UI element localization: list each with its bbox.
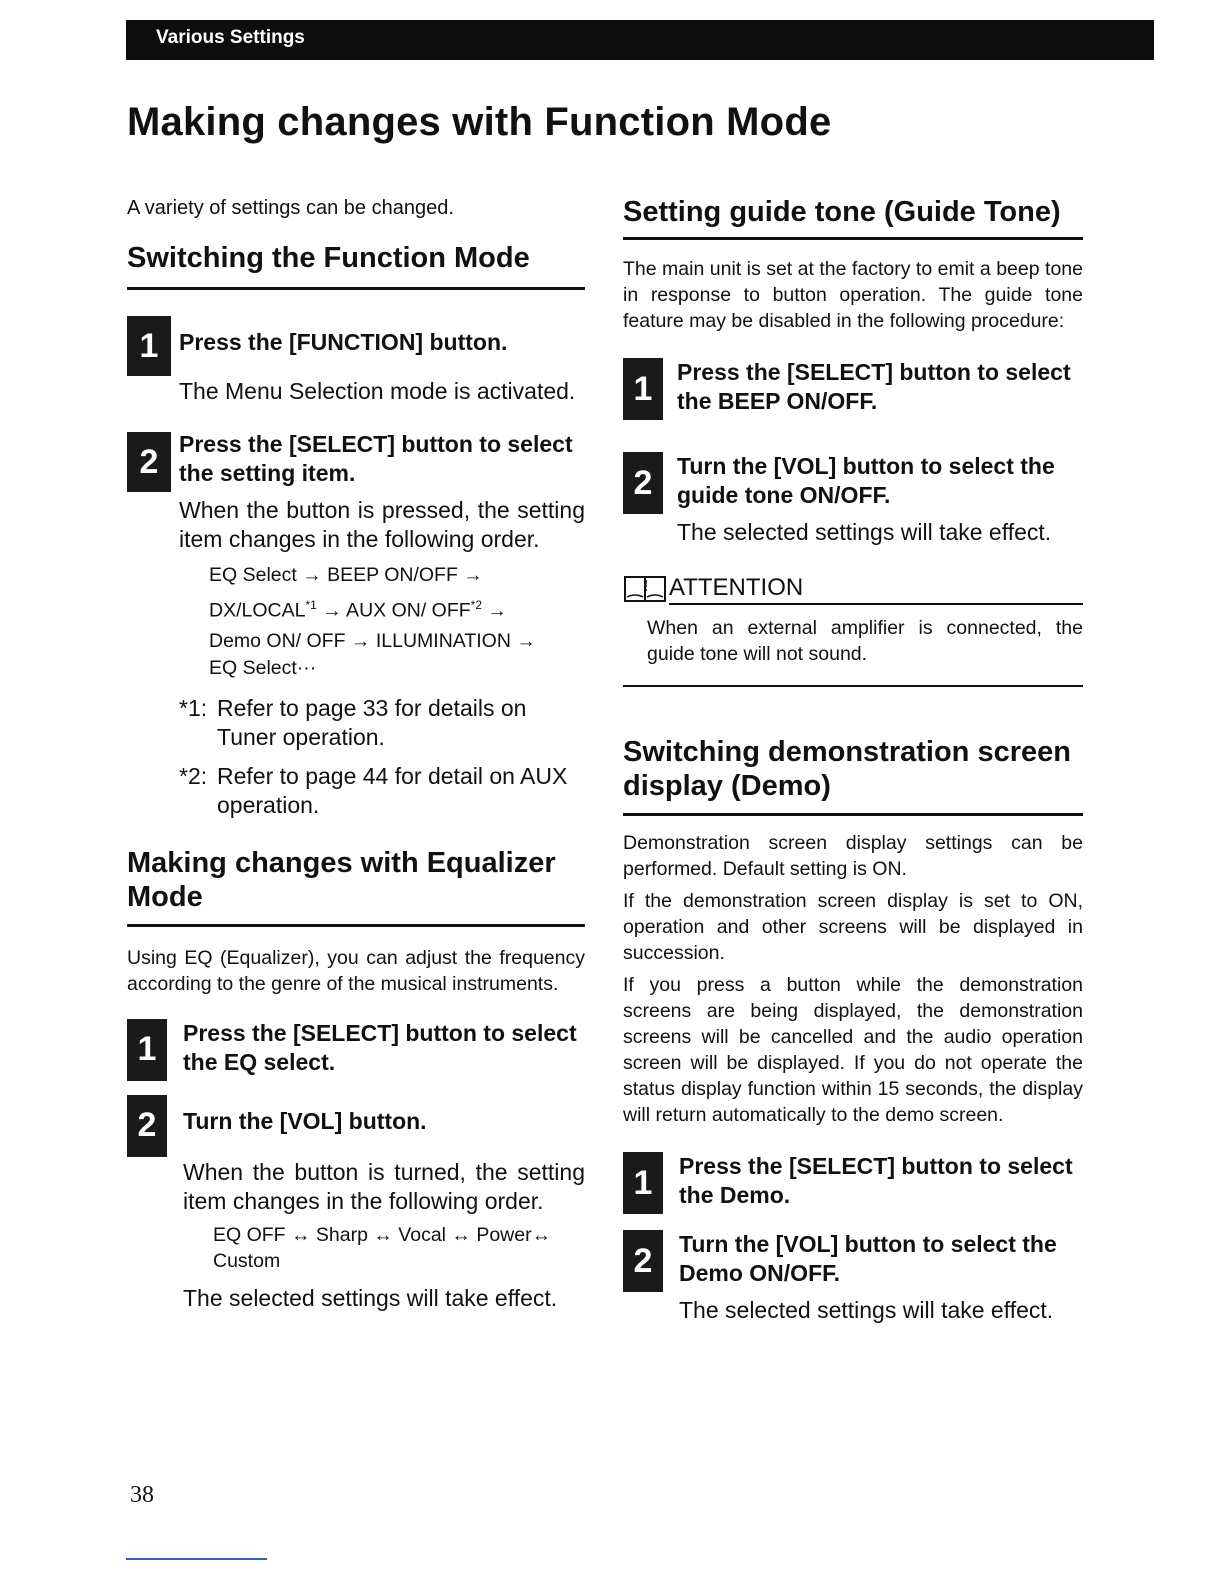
left-column — [127, 195, 585, 1313]
footer-rule — [126, 1558, 267, 1560]
demo-paragraph: If the demonstration screen display is set to ON, operation and other screens will be displayed in succession. — [623, 890, 1083, 964]
step-number-badge: 2 — [127, 432, 171, 492]
demo-step-2 — [623, 1228, 1083, 1325]
step-title: Press the [SELECT] button to select the Demo. — [679, 1153, 1073, 1208]
setting-order-sequence — [179, 560, 585, 680]
section-title-demo: Switching demonstration screen display (Demo) — [623, 735, 1083, 816]
step-title: Press the [SELECT] button to select the EQ select. — [183, 1019, 577, 1075]
sequence-line: $DX/LOCAL^{*1}$ → AUX ON/ $OFF^{*2}$ → — [209, 598, 507, 622]
step-description: When the button is turned, the setting item changes in the following order. — [183, 1158, 585, 1214]
footnote: *2: Refer to page 44 for detail on AUX operation. — [179, 762, 568, 818]
guide-tone-step-2 — [623, 450, 1083, 547]
attention-label: ATTENTION — [669, 575, 1083, 605]
page-number: 38 — [130, 1482, 154, 1508]
section-title-guide-tone: Setting guide tone (Guide Tone) — [623, 195, 1083, 240]
attention-box — [623, 571, 1083, 687]
step-number-badge: 1 — [623, 358, 663, 420]
step-description: The Menu Selection mode is activated. — [179, 378, 576, 404]
demo-step-1 — [623, 1150, 1083, 1210]
function-step-1 — [127, 316, 585, 406]
step-title: Turn the [VOL] button to select the guide tone ON/OFF. — [677, 453, 1055, 508]
equalizer-step-2 — [127, 1099, 585, 1313]
attention-header — [623, 571, 1083, 605]
svg-text:!: ! — [643, 578, 649, 595]
step-number-badge: 1 — [623, 1152, 663, 1214]
equalizer-sequence: EQ OFF ↔ Sharp ↔ Vocal ↔ Power↔ Custom — [213, 1223, 552, 1272]
step-description: The selected settings will take effect. — [677, 519, 1052, 545]
step-number-badge: 1 — [127, 1019, 167, 1081]
guide-tone-step-1 — [623, 356, 1083, 416]
demo-paragraph: Demonstration screen display settings can be performed. Default setting is ON. — [623, 832, 1083, 880]
guide-tone-intro: The main unit is set at the factory to emit a beep tone in response to button operation. The guide tone feature may be disabled in the following procedure: — [623, 258, 1083, 332]
demo-paragraph: If you press a button while the demonstration screens are being displayed, the demonstration screens will be cancelled and the audio operation screen will be displayed. If you do not operate the status display function within 15 seconds, the display will return automatically to the demo screen. — [623, 974, 1083, 1126]
right-column — [623, 195, 1083, 1325]
step-number-badge: 2 — [623, 452, 663, 514]
footnotes — [179, 694, 585, 820]
attention-text: When an external amplifier is connected, the guide tone will not sound. — [623, 615, 1083, 687]
equalizer-step-1 — [127, 1019, 585, 1077]
section-title-function-mode: Switching the Function Mode — [127, 241, 585, 290]
effect-note: The selected settings will take effect. — [183, 1284, 558, 1311]
sequence-line: Demo ON/ OFF → ILLUMINATION → — [209, 629, 536, 652]
footnote: *1: Refer to page 33 for details on Tuner operation. — [179, 694, 527, 750]
section-title-equalizer: Making changes with Equalizer Mode — [127, 846, 585, 927]
step-title: Press the [SELECT] button to select the BEEP ON/OFF. — [677, 359, 1071, 414]
step-title: Press the [SELECT] button to select the setting item. — [179, 431, 573, 486]
equalizer-intro: Using EQ (Equalizer), you can adjust the frequency according to the genre of the musical instruments. — [127, 946, 585, 995]
sequence-line: EQ Select → BEEP ON/OFF → — [209, 564, 483, 586]
header-label: Various Settings — [156, 27, 305, 48]
step-number-badge: 1 — [127, 316, 171, 376]
step-title: Turn the [VOL] button to select the Demo ON/OFF. — [679, 1231, 1057, 1286]
step-title: Turn the [VOL] button. — [183, 1107, 427, 1134]
step-title: Press the [FUNCTION] button. — [179, 329, 508, 355]
step-number-badge: 2 — [127, 1095, 167, 1157]
page-intro: A variety of settings can be changed. — [127, 197, 454, 219]
step-number-badge: 2 — [623, 1230, 663, 1292]
page-title: Making changes with Function Mode — [127, 100, 832, 144]
function-step-2 — [127, 430, 585, 820]
step-description: The selected settings will take effect. — [679, 1297, 1054, 1323]
header-bar — [126, 20, 1154, 60]
sequence-line: EQ Select··· — [209, 656, 317, 679]
attention-book-icon — [623, 571, 669, 605]
step-description: When the button is pressed, the setting item changes in the following order. — [179, 497, 585, 552]
